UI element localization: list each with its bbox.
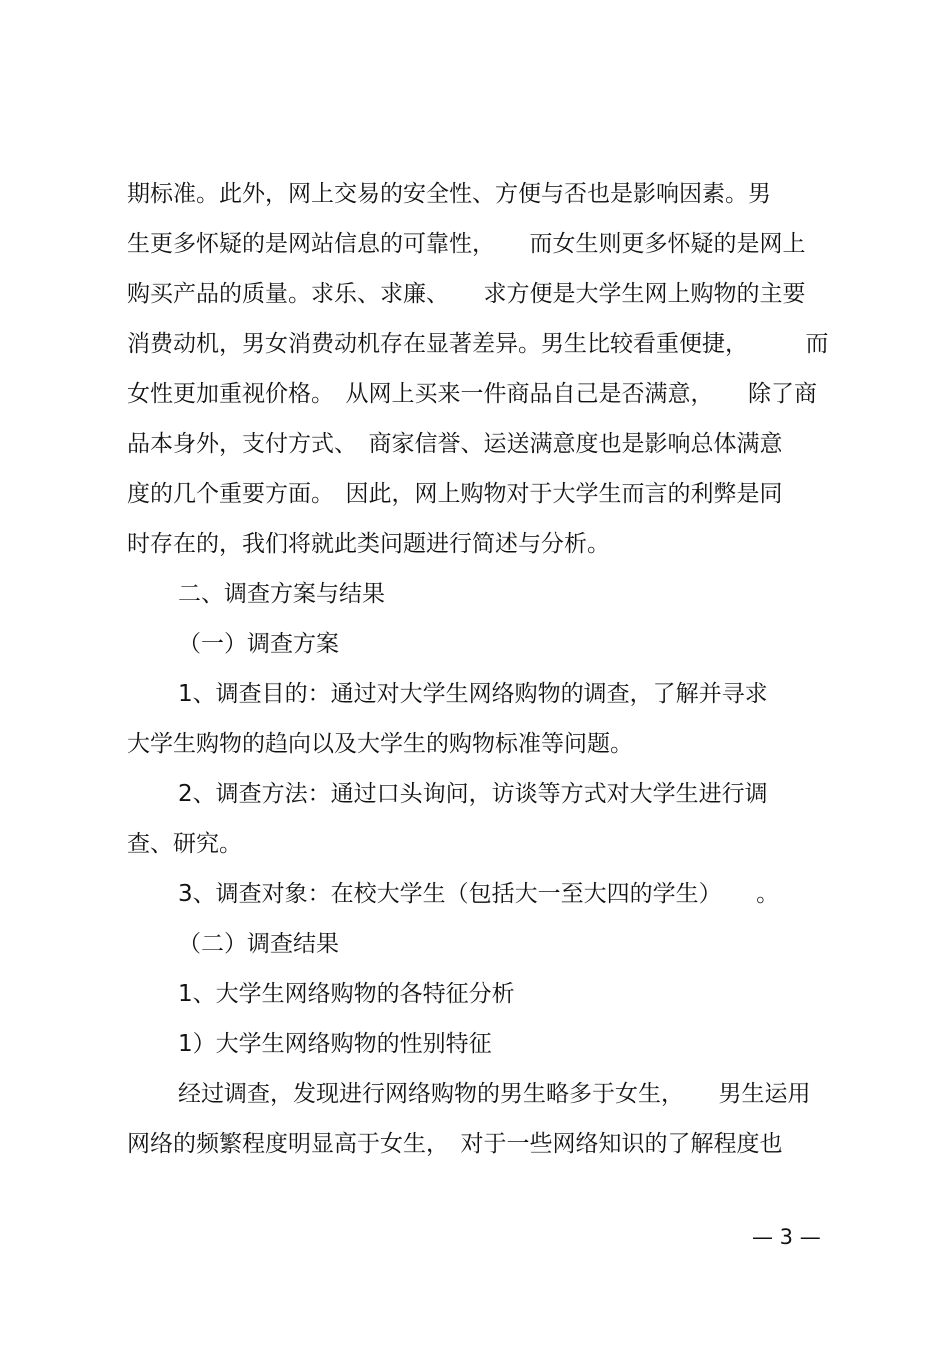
body-text-line: 经过调查，发现进行网络购物的男生略多于女生， 男生运用	[178, 1081, 811, 1107]
body-text-line: 生更多怀疑的是网站信息的可靠性， 而女生则更多怀疑的是网上	[127, 231, 806, 257]
body-text-line: 2、调查方法：通过口头询问，访谈等方式对大学生进行调	[178, 781, 768, 807]
body-text-line: 度的几个重要方面。 因此，网上购物对于大学生而言的利弊是同	[127, 481, 783, 507]
body-text-line: 大学生购物的趋向以及大学生的购物标准等问题。	[127, 731, 633, 757]
body-text-line: 查、研究。	[127, 831, 242, 857]
body-text-line: 女性更加重视价格。 从网上买来一件商品自己是否满意， 除了商	[127, 381, 817, 407]
body-text-line: 3、调查对象：在校大学生（包括大一至大四的学生） 。	[178, 881, 780, 907]
subsection-heading: （一）调查方案	[178, 631, 339, 657]
body-text-line: 网络的频繁程度明显高于女生， 对于一些网络知识的了解程度也	[127, 1131, 783, 1157]
item-heading: 1、大学生网络购物的各特征分析	[178, 981, 515, 1007]
page-number: — 3 —	[752, 1225, 821, 1249]
body-text-line: 购买产品的质量。求乐、求廉、 求方便是大学生网上购物的主要	[127, 281, 806, 307]
subsection-heading: （二）调查结果	[178, 931, 339, 957]
item-heading: 1）大学生网络购物的性别特征	[178, 1031, 492, 1057]
body-text-line: 时存在的，我们将就此类问题进行简述与分析。	[127, 531, 610, 557]
section-heading: 二、调查方案与结果	[178, 581, 385, 607]
body-text-line: 消费动机，男女消费动机存在显著差异。男生比较看重便捷， 而	[127, 331, 829, 357]
body-text-line: 品本身外，支付方式、 商家信誉、运送满意度也是影响总体满意	[127, 431, 783, 457]
body-text-line: 1、调查目的：通过对大学生网络购物的调查，了解并寻求	[178, 681, 768, 707]
body-text-line: 期标准。此外，网上交易的安全性、方便与否也是影响因素。男	[127, 181, 771, 207]
